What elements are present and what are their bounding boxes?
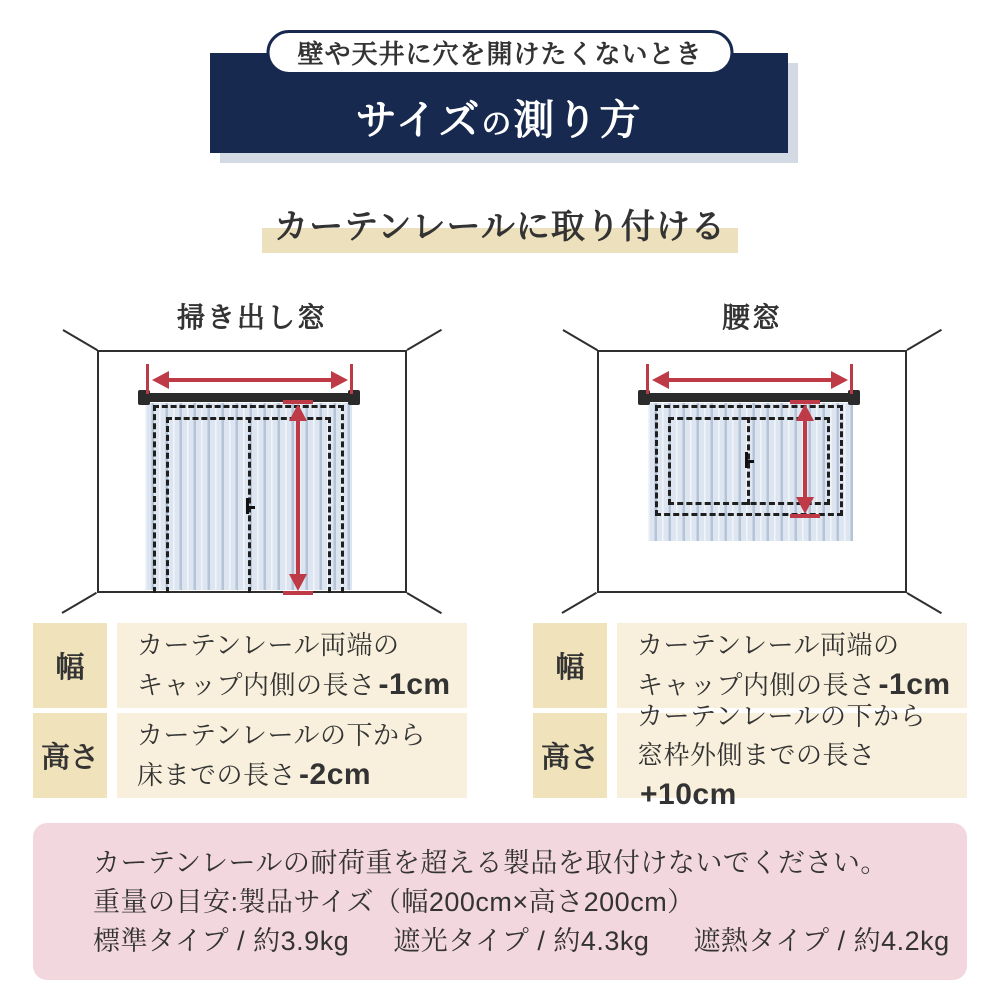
diagram-title-floor-length-window: 掃き出し窓 — [176, 302, 327, 333]
measure-text-line1: カーテンレール両端の — [137, 630, 400, 660]
page-title-post: 測り方 — [513, 97, 643, 143]
measure-text-line2: 床までの長さ -2cm — [137, 758, 372, 791]
room-corner-line — [62, 329, 98, 351]
height-measure-arrow-icon — [796, 404, 814, 514]
room-corner-line — [561, 592, 597, 614]
section-subtitle — [0, 201, 1000, 253]
measure-adjust-value: -1cm — [378, 668, 451, 701]
diagram-title-waist-high-window: 腰窓 — [721, 302, 782, 333]
measure-row-value — [617, 700, 967, 811]
weight-warning-box — [33, 823, 967, 980]
measure-row-value — [117, 623, 467, 708]
weight-standard: 標準タイプ / 約3.9kg — [93, 926, 350, 956]
measure-text-line2: キャップ内側の長さ -1cm — [637, 668, 951, 701]
arrow-right-head — [331, 371, 348, 389]
arrow-line — [803, 421, 807, 497]
page-title — [355, 97, 643, 143]
window-lock-icon — [748, 460, 754, 463]
width-measure-arrow-icon — [152, 371, 348, 389]
room-corner-line — [61, 592, 97, 614]
measure-row-value — [617, 623, 967, 708]
width-measure-tick — [850, 364, 853, 394]
room-corner-line — [906, 329, 942, 351]
room-corner-line — [562, 329, 598, 351]
room-corner-line — [906, 592, 942, 614]
height-measure-tick — [283, 591, 313, 595]
warning-weights — [93, 922, 967, 961]
warning-line2: 重量の目安:製品サイズ（幅200cm×高さ200cm） — [93, 887, 695, 917]
measure-row-value — [117, 713, 467, 798]
measure-text-line1: カーテンレールの下から — [637, 700, 927, 731]
room-corner-line — [406, 329, 442, 351]
arrow-line — [669, 378, 831, 382]
width-measure-tick — [146, 364, 149, 394]
warning-line1: カーテンレールの耐荷重を超える製品を取付けないでください。 — [93, 848, 888, 878]
page-title-particle: の — [481, 108, 514, 141]
page-title-pre: サイズ — [355, 97, 482, 143]
arrow-line — [169, 378, 331, 382]
arrow-left-head — [152, 371, 169, 389]
curtain-rail-left — [142, 393, 358, 402]
height-measure-tick — [790, 514, 820, 518]
measure-text-line1: カーテンレール両端の — [637, 630, 900, 660]
measure-text-line2: 窓枠外側までの長さ+10cm — [637, 739, 876, 811]
arrow-up-head — [796, 404, 814, 421]
room-corner-line — [406, 592, 442, 614]
measure-row-label: 高さ — [533, 713, 607, 798]
width-measure-tick — [350, 364, 353, 394]
measure-adjust-value: +10cm — [640, 777, 737, 811]
measure-row-label: 幅 — [533, 623, 607, 708]
measure-row-label: 幅 — [33, 623, 107, 708]
curtain-rail-right — [642, 393, 858, 402]
width-measure-arrow-icon — [652, 371, 848, 389]
height-measure-arrow-icon — [289, 404, 307, 591]
window-lock-icon — [249, 506, 255, 509]
arrow-left-head — [652, 371, 669, 389]
tagline-text: 壁や天井に穴を開けたくないとき — [297, 39, 703, 69]
arrow-down-head — [796, 497, 814, 514]
measure-adjust-value: -2cm — [299, 758, 372, 791]
arrow-line — [296, 421, 300, 574]
weight-blackout: 遮光タイプ / 約4.3kg — [393, 926, 650, 956]
arrow-right-head — [831, 371, 848, 389]
measure-text-line2: キャップ内側の長さ -1cm — [137, 668, 451, 701]
width-measure-tick — [646, 364, 649, 394]
arrow-down-head — [289, 574, 307, 591]
measure-adjust-value: -1cm — [878, 668, 951, 701]
measure-row-label: 高さ — [33, 713, 107, 798]
measure-text-line1: カーテンレールの下から — [137, 720, 427, 750]
arrow-up-head — [289, 404, 307, 421]
subtitle-highlighted-text: カーテンレールに取り付ける — [262, 201, 738, 253]
weight-heat-shield: 遮熱タイプ / 約4.2kg — [693, 926, 950, 956]
tagline-pill — [266, 30, 733, 75]
